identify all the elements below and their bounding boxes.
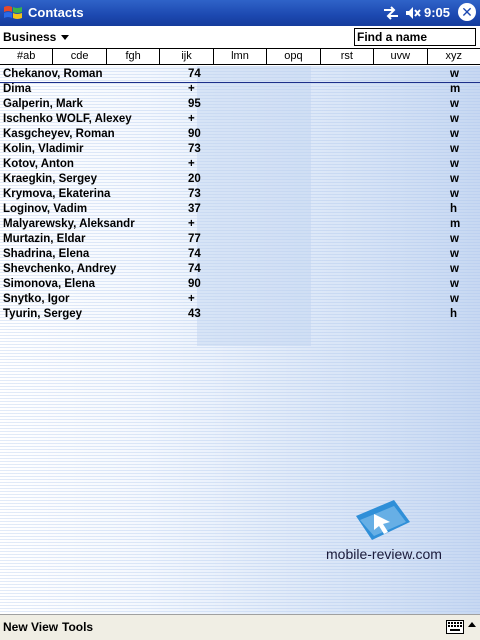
keyboard-icon[interactable] [446,620,464,634]
tab-7[interactable]: uvw [374,49,427,64]
contact-type: w [450,173,459,185]
contact-num: + [188,83,195,95]
tab-0[interactable]: #ab [0,49,53,64]
contact-name: Dima [3,83,32,95]
contact-num: 20 [188,173,201,185]
find-name-input[interactable]: Find a name [354,28,476,46]
contact-name: Kolin, Vladimir [3,143,84,155]
contact-type: w [450,113,459,125]
mobile-review-logo-icon [350,494,414,550]
title-bar [0,0,480,26]
contact-num: 90 [188,278,201,290]
contact-type: w [450,143,459,155]
contact-num: 43 [188,308,201,320]
contact-row[interactable] [0,142,480,157]
tab-2[interactable]: fgh [107,49,160,64]
contact-name: Simonova, Elena [3,278,96,290]
contact-list[interactable] [0,66,480,614]
tab-6[interactable]: rst [321,49,374,64]
contact-name: Chekanov, Roman [3,68,103,80]
menu-view[interactable]: View [31,620,59,634]
contact-num: 73 [188,188,201,200]
contact-row[interactable] [0,217,480,232]
tab-1[interactable]: cde [53,49,106,64]
contact-name: Krymova, Ekaterina [3,188,111,200]
category-dropdown[interactable] [3,30,69,44]
contact-type: w [450,158,459,170]
contact-name: Murtazin, Eldar [3,233,86,245]
contact-type: h [450,203,458,215]
contact-row[interactable] [0,292,480,307]
contact-num: 74 [188,68,201,80]
tab-4[interactable]: lmn [214,49,267,64]
clock[interactable]: 9:05 [424,5,451,20]
contact-row[interactable] [0,157,480,172]
contact-row[interactable] [0,277,480,292]
contact-type: w [450,233,459,245]
contact-name: Kasgcheyev, Roman [3,128,115,140]
contact-row[interactable] [0,247,480,262]
filter-bar [0,26,480,48]
contact-type: h [450,308,458,320]
contact-name: Tyurin, Sergey [3,308,83,320]
contact-num: 95 [188,98,201,110]
category-label: Business [3,30,57,44]
contact-type: w [450,248,459,260]
contact-row[interactable] [0,187,480,202]
watermark-text: mobile-review.com [326,546,442,562]
tab-5[interactable]: opq [267,49,320,64]
tab-8[interactable]: xyz [445,50,462,62]
contact-type: m [450,83,461,95]
contact-type: w [450,263,459,275]
contact-num: 73 [188,143,201,155]
menu-bar [0,614,480,640]
contact-type: w [450,68,459,80]
contact-num: 77 [188,233,201,245]
contact-name: Snytko, Igor [3,293,70,305]
contact-num: 74 [188,263,201,275]
contact-row[interactable] [0,232,480,247]
alphabet-tabs [0,48,480,65]
contact-type: w [450,293,459,305]
contact-num: 37 [188,203,201,215]
contact-row[interactable] [0,262,480,277]
contact-num: + [188,158,195,170]
connectivity-icon[interactable] [382,4,400,22]
app-title: Contacts [28,5,84,20]
windows-start-icon[interactable] [2,2,24,24]
close-button[interactable]: ✕ [458,3,476,21]
contact-num: + [188,218,195,230]
contact-type: w [450,98,459,110]
contact-row[interactable] [0,97,480,112]
contact-name: Loginov, Vadim [3,203,88,215]
contact-row[interactable] [0,112,480,127]
contact-type: w [450,128,459,140]
contact-type: w [450,278,459,290]
tab-3[interactable]: ijk [160,49,213,64]
contact-num: 90 [188,128,201,140]
contact-name: Kraegkin, Sergey [3,173,97,185]
contact-type: w [450,188,459,200]
contact-row[interactable] [0,67,480,83]
chevron-down-icon [61,35,69,40]
contact-type: m [450,218,461,230]
contact-name: Galperin, Mark [3,98,83,110]
contact-num: 74 [188,248,201,260]
contact-row[interactable] [0,202,480,217]
contact-row[interactable] [0,172,480,187]
contact-row[interactable] [0,127,480,142]
contact-num: + [188,113,195,125]
contact-name: Kotov, Anton [3,158,74,170]
contact-name: Shevchenko, Andrey [3,263,117,275]
menu-new[interactable]: New [3,620,28,634]
contact-num: + [188,293,195,305]
input-selector-arrow-icon[interactable] [468,622,476,627]
volume-icon[interactable] [404,4,422,22]
contact-name: Shadrina, Elena [3,248,90,260]
contact-row[interactable] [0,307,480,322]
contact-row[interactable] [0,82,480,97]
contact-name: Malyarewsky, Aleksandr [3,218,135,230]
contact-name: Ischenko WOLF, Alexey [3,113,132,125]
menu-tools[interactable]: Tools [62,620,94,634]
